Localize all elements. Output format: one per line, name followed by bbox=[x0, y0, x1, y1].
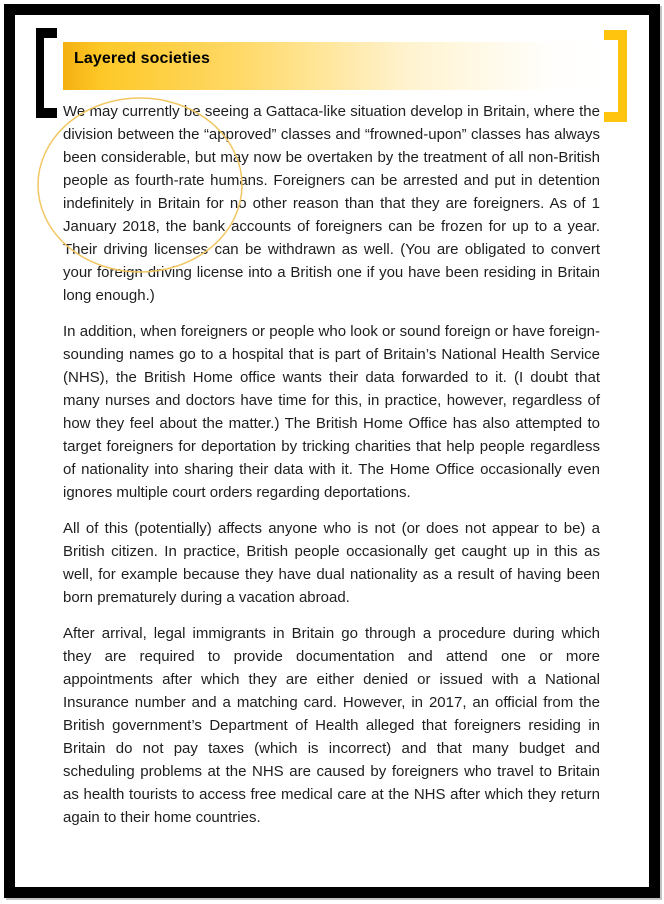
paragraph-1: We may currently be seeing a Gattaca-like situation develop in Britain, where the division between the “approved” classes and “frowned-upon” classes has always been considerable, but may now be overtaken by the treatment of all non-British people as fourth-rate humans. Foreigners can be arrested and put in detention indefinitely in Britain for no other reason than that they are foreigners. As of 1 January 2018, the bank accounts of foreigners can be frozen for up to a year. Their driving licenses can be withdrawn as well. (You are obligated to convert your foreign driving license into a British one if you have been residing in Britain long enough.) bbox=[63, 103, 600, 304]
right-bracket-decoration bbox=[604, 30, 627, 122]
body-text bbox=[63, 100, 600, 842]
left-bracket-decoration bbox=[36, 28, 57, 118]
section-title-band bbox=[63, 42, 601, 90]
paragraph-3: All of this (potentially) affects anyone who is not (or does not appear to be) a British citizen. In practice, British people occasionally get caught up in this as well, for example because they have dual nationality as a result of having been born prematurely during a vacation abroad. bbox=[63, 520, 600, 606]
paragraph-2: In addition, when foreigners or people who look or sound foreign or have foreign-sounding names go to a hospital that is part of Britain’s National Health Service (NHS), the British Home office wants their data forwarded to it. (I doubt that many nurses and doctors have time for this, in practice, however, regardless of how they feel about the matter.) The British Home Office has also attempted to target foreigners for deportation by tricking charities that help people regardless of nationality into sharing their data with it. The Home Office occasionally even ignores multiple court orders regarding deportations. bbox=[63, 323, 600, 501]
paragraph-4: After arrival, legal immigrants in Britain go through a procedure during which they are required to provide documentation and attend one or more appointments after which they are either denied or issued with a National Insurance number and a matching card. However, in 2017, an official from the British government’s Department of Health alleged that foreigners residing in Britain do not pay taxes (which is incorrect) and that many budget and scheduling problems at the NHS are caused by foreigners who travel to Britain as health tourists to access free medical care at the NHS after which they return again to their home countries. bbox=[63, 625, 600, 826]
section-title: Layered societies bbox=[74, 50, 210, 67]
